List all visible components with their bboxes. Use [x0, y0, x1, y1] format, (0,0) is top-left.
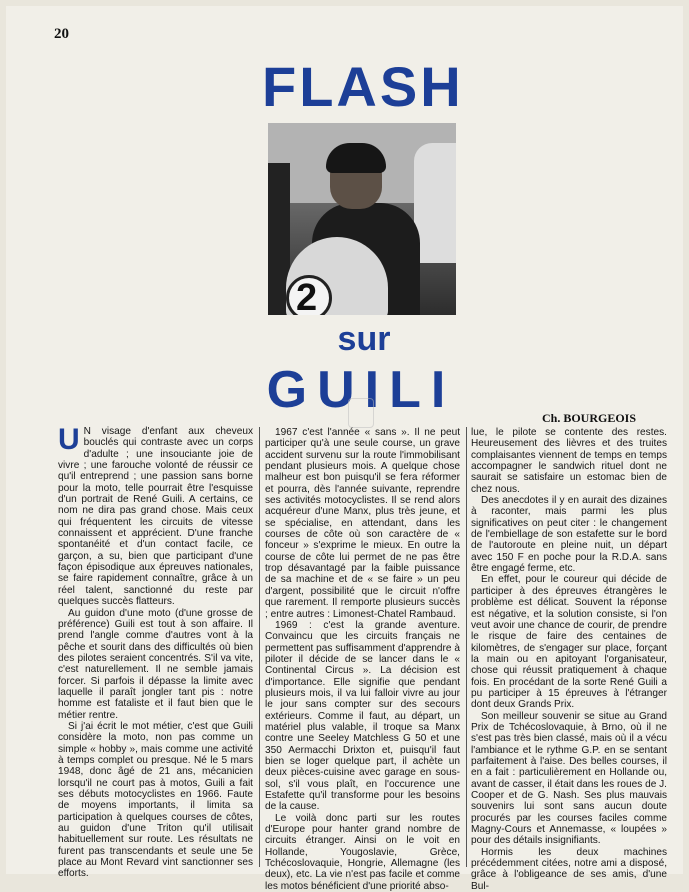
title-guili: GUILI — [266, 361, 456, 419]
article-column-2 — [265, 427, 460, 892]
paragraph: Au guidon d'une moto (d'une grosse de préférence) Guili est tout à son affaire. Il prend l'angle comme d'autres vont à la pêche et sourit dans des difficultés où bien des pilotes seraient concentrés. S'il va vite, c'est naturellement. Il ne semble jamais forcer. Si parfois il dépasse la limite avec laquelle il paraît jongler tant pis : notre homme est fataliste et il faut bien que le métier rentre. — [58, 607, 253, 721]
column-divider — [466, 427, 467, 867]
magazine-page — [6, 6, 683, 892]
paragraph: Des anecdotes il y en aurait des dizaines à raconter, mais parmi les plus significatives on peut citer : le changement de l'embiellage de son estafette sur le bord de l'autoroute en pleine nuit, un départ avec 150 F en poche pour la R.D.A. sans être engagé ferme, etc. — [471, 495, 667, 575]
paragraph: 1969 : c'est la grande aventure. Convaincu que les circuits français ne permettent pas suffisamment d'apprendre à piloter il décide de se lancer dans le « Continental Circus ». La décision est d'importance. Elle signifie que pendant plusieurs mois, il va lui falloir vivre au jour le jour sans compter sur des secours extérieurs. Comme il faut, au départ, un matériel plus valable, il troque sa Manx contre une Seeley Matchless G 50 et une 350 Aermacchi Drixton et, puisqu'il faut bien se loger quelque part, il achète un deux pièces-cuisine avec garage en sous-sol, s'il vous plaît, en l'occurence une Estafette qu'il transforme pour les besoins de la cause. — [265, 619, 460, 813]
column-divider — [259, 427, 260, 867]
photo-race-number: 2 — [296, 277, 318, 315]
paragraph-text: N visage d'enfant aux cheveux bouclés qui contraste avec un corps d'adulte ; une insouciante joie de vivre ; une farouche volonté de réussir ce qu'il entreprend ; une passion sans borne pour la moto, telle pourrait être l'esquisse d'un portrait de René Guili. A certains, ce nom ne dira pas grand chose. Mais ceux qui fréquentent les circuits de vitesse connaissent et apprécient. D'une franche spontanéité et d'un contact facile, ce garçon, a su, bien que participant d'une façon épisodique aux épreuves nationales, se faire rapidement connaître, grâce à un réel talent, sanctionné du reste par quelques succès flatteurs. — [58, 426, 253, 608]
paragraph: Hormis les deux machines précédemment citées, notre ami a disposé, grâce à l'obligeance de ses amis, d'une Bul- — [471, 846, 667, 892]
article-column-1 — [58, 423, 253, 880]
title-flash: FLASH — [262, 55, 464, 118]
library-stamp-mark — [348, 398, 374, 428]
paragraph: Son meilleur souvenir se situe au Grand Prix de Tchécoslovaquie, à Brno, où il ne s'est pas très bien classé, mais où il a vécu l'ambiance et le rythme G.P. en se sentant parfaitement à l'aise. Des belles courses, il en a fait : particulièrement en Hollande ou, avant de casser, il était dans les roues de J. Cooper et de G. Nash. Ses plus mauvais souvenirs lui sont sans aucun doute procurés par les courses faciles comme Magny-Cours et Annemasse, « loupées » pour des détails insignifiants. — [471, 710, 667, 847]
page-number: 20 — [54, 26, 69, 42]
paragraph: Si j'ai écrit le mot métier, c'est que Guili considère la moto, non pas comme un simple « hobby », mais comme une activité à temps complet ou presque. Né le 5 mars 1948, donc âgé de 21 ans, mécanicien lorsqu'il ne court pas à motos, Guili a fait ses débuts motocyclistes en 1966. Faute de moyens importants, il limita sa participation à quelques courses de côtes, au guidon d'une Triton qu'il utilisait habituellement sur route. Les résultats ne furent pas transcendants et seule une 5e place au Mont Revard vint sanctionner ses efforts. — [58, 720, 253, 880]
paragraph: lue, le pilote se contente des restes. Heureusement des lièvres et des truites complaisantes viennent de temps en temps accompagner le sandwich rituel dont ne saurait se satisfaire un estomac bien de chez nous. — [471, 427, 667, 495]
paragraph: Le voilà donc parti sur les routes d'Europe pour hanter grand nombre de circuits étranger. Ainsi on le voit en Hollande, Yougoslavie, Grèce, Tchécoslovaquie, Hongrie, Allemagne (les deux), etc. La vie n'est pas facile et comme les motos bénéficient d'une priorité abso- — [265, 812, 460, 892]
article-column-3 — [471, 427, 667, 892]
rider-photo — [268, 123, 456, 315]
title-sur: sur — [337, 320, 391, 358]
photo-rider-hair — [326, 143, 386, 173]
paragraph: En effet, pour le coureur qui décide de participer à des épreuves étrangères le problème est délicat. Souvent la réponse est négative, et la solution consiste, si l'on veut avoir une chance de courir, de prendre le risque de faire des centaines de kilomètres, de s'engager sur place, forçant la main ou en apitoyant l'organisateur, chose qui réussit pratiquement à chaque fois. En procédant de la sorte René Guili a pu participer à 15 épreuves à l'étranger dont deux Grands Prix. — [471, 574, 667, 711]
paragraph: 1967 c'est l'année « sans ». Il ne peut participer qu'à une seule course, un grave accident survenu sur la route l'immobilisant pendant plusieurs mois. A quelque chose malheur est bon puisqu'il se fera réformer et pourra, dès l'année suivante, reprendre ses activités motocyclistes. Il se rend alors acquéreur d'une Manx, plus très jeune, et se spécialise, en attendant, dans les courses de côte où son caractère de « fonceur » s'exprime le mieux. En outre la course de côte lui permet de ne pas être trop désavantagé par la faible puissance de sa machine et de « se faire » un peu d'argent, possibilité que le circuit n'offre que rarement. Il remporte plusieurs succès ; entre autres : Limonest-Chatel Rambaud. — [265, 427, 460, 620]
drop-cap: U — [58, 423, 80, 456]
paragraph — [58, 423, 253, 608]
author-byline: Ch. BOURGEOIS — [542, 411, 637, 425]
photo-bystander-right — [414, 143, 456, 263]
bleed-through-text — [598, 70, 668, 160]
